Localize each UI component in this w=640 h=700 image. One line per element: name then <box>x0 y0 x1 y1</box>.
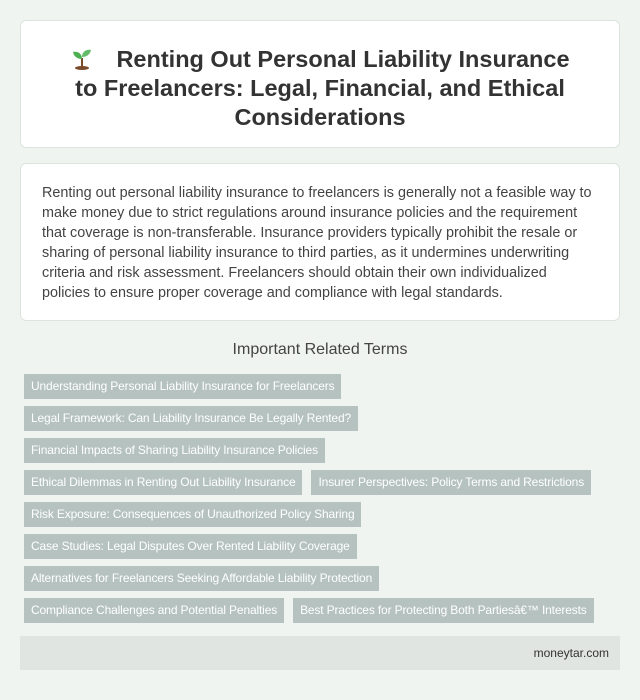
tag-row <box>24 598 620 623</box>
summary-card <box>20 163 620 321</box>
sprout-icon <box>70 46 94 70</box>
footer <box>20 636 620 670</box>
related-term-tag[interactable]: Alternatives for Freelancers Seeking Affordable Liability Protection <box>24 566 379 591</box>
related-term-tag[interactable]: Financial Impacts of Sharing Liability Insurance Policies <box>24 438 325 463</box>
tag-row <box>24 438 620 463</box>
related-term-tag[interactable]: Legal Framework: Can Liability Insurance Be Legally Rented? <box>24 406 358 431</box>
summary-text: Renting out personal liability insurance to freelancers is generally not a feasible way to make money due to strict regulations around insurance policies and the requirement that coverage is non-transferable. Insurance providers typically prohibit the resale or sharing of personal liability insurance to third parties, as it undermines underwriting criteria and risk assessment. Freelancers should obtain their own individualized policies to ensure proper coverage and compliance with legal standards. <box>42 185 592 301</box>
related-term-tag[interactable]: Understanding Personal Liability Insurance for Freelancers <box>24 374 341 399</box>
tag-row <box>24 566 620 591</box>
tag-row <box>24 502 620 527</box>
title-card <box>20 20 620 148</box>
related-term-tag[interactable]: Risk Exposure: Consequences of Unauthorized Policy Sharing <box>24 502 361 527</box>
site-name[interactable]: moneytar.com <box>533 646 609 660</box>
page-title-text: Renting Out Personal Liability Insurance to Freelancers: Legal, Financial, and Ethical Considerations <box>75 46 570 130</box>
page-title <box>21 45 619 132</box>
tag-row <box>24 534 620 559</box>
related-term-tag[interactable]: Case Studies: Legal Disputes Over Rented Liability Coverage <box>24 534 357 559</box>
related-terms-list <box>24 374 620 630</box>
related-term-tag[interactable]: Ethical Dilemmas in Renting Out Liability Insurance <box>24 470 302 495</box>
tag-row <box>24 470 620 495</box>
related-term-tag[interactable]: Best Practices for Protecting Both Partiesâ€™ Interests <box>293 598 594 623</box>
related-term-tag[interactable]: Compliance Challenges and Potential Penalties <box>24 598 284 623</box>
related-terms-heading: Important Related Terms <box>232 341 408 358</box>
related-term-tag[interactable]: Insurer Perspectives: Policy Terms and Restrictions <box>311 470 591 495</box>
tag-row <box>24 406 620 431</box>
tag-row <box>24 374 620 399</box>
